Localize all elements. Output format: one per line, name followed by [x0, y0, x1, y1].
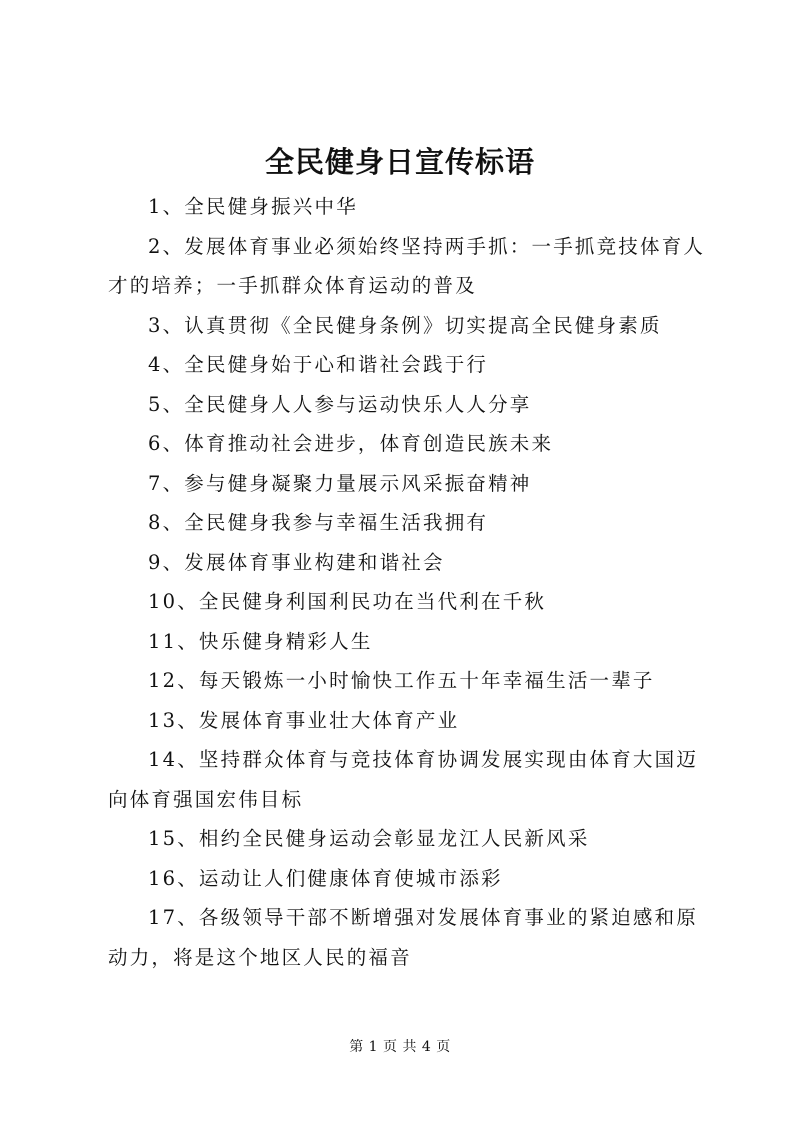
- page-number-footer: 第 1 页 共 4 页: [349, 1039, 451, 1055]
- slogan-item: 16、运动让人们健康体育使城市添彩: [148, 866, 503, 890]
- slogan-item: 2、发展体育事业必须始终坚持两手抓：一手抓竞技体育人才的培养；一手抓群众体育运动的普及: [108, 234, 706, 297]
- slogan-item: 1、全民健身振兴中华: [148, 195, 358, 218]
- slogan-item: 10、全民健身利国利民功在当代利在千秋: [148, 590, 547, 613]
- slogan-item: 11、快乐健身精彩人生: [148, 629, 373, 653]
- slogan-item: 3、认真贯彻《全民健身条例》切实提高全民健身素质: [148, 313, 662, 337]
- slogan-item: 4、全民健身始于心和谐社会践于行: [148, 353, 489, 376]
- slogan-item: 13、发展体育事业壮大体育产业: [148, 708, 460, 732]
- slogan-item: 7、参与健身凝聚力量展示风采振奋精神: [148, 471, 532, 495]
- slogan-item: 17、各级领导干部不断增强对发展体育事业的紧迫感和原动力，将是这个地区人民的福音: [108, 906, 699, 969]
- slogan-list: [108, 187, 708, 977]
- document-title: 全民健身日宣传标语: [264, 145, 535, 179]
- slogan-item: 8、全民健身我参与幸福生活我拥有: [148, 511, 489, 534]
- slogan-item: 12、每天锻炼一小时愉快工作五十年幸福生活一辈子: [148, 669, 655, 692]
- slogan-item: 9、发展体育事业构建和谐社会: [148, 550, 445, 574]
- slogan-item: 5、全民健身人人参与运动快乐人人分享: [148, 392, 532, 416]
- slogan-item: 14、坚持群众体育与竞技体育协调发展实现由体育大国迈向体育强国宏伟目标: [108, 748, 699, 811]
- slogan-item: 6、体育推动社会进步，体育创造民族未来: [148, 432, 554, 455]
- slogan-item: 15、相约全民健身运动会彰显龙江人民新风采: [148, 827, 590, 850]
